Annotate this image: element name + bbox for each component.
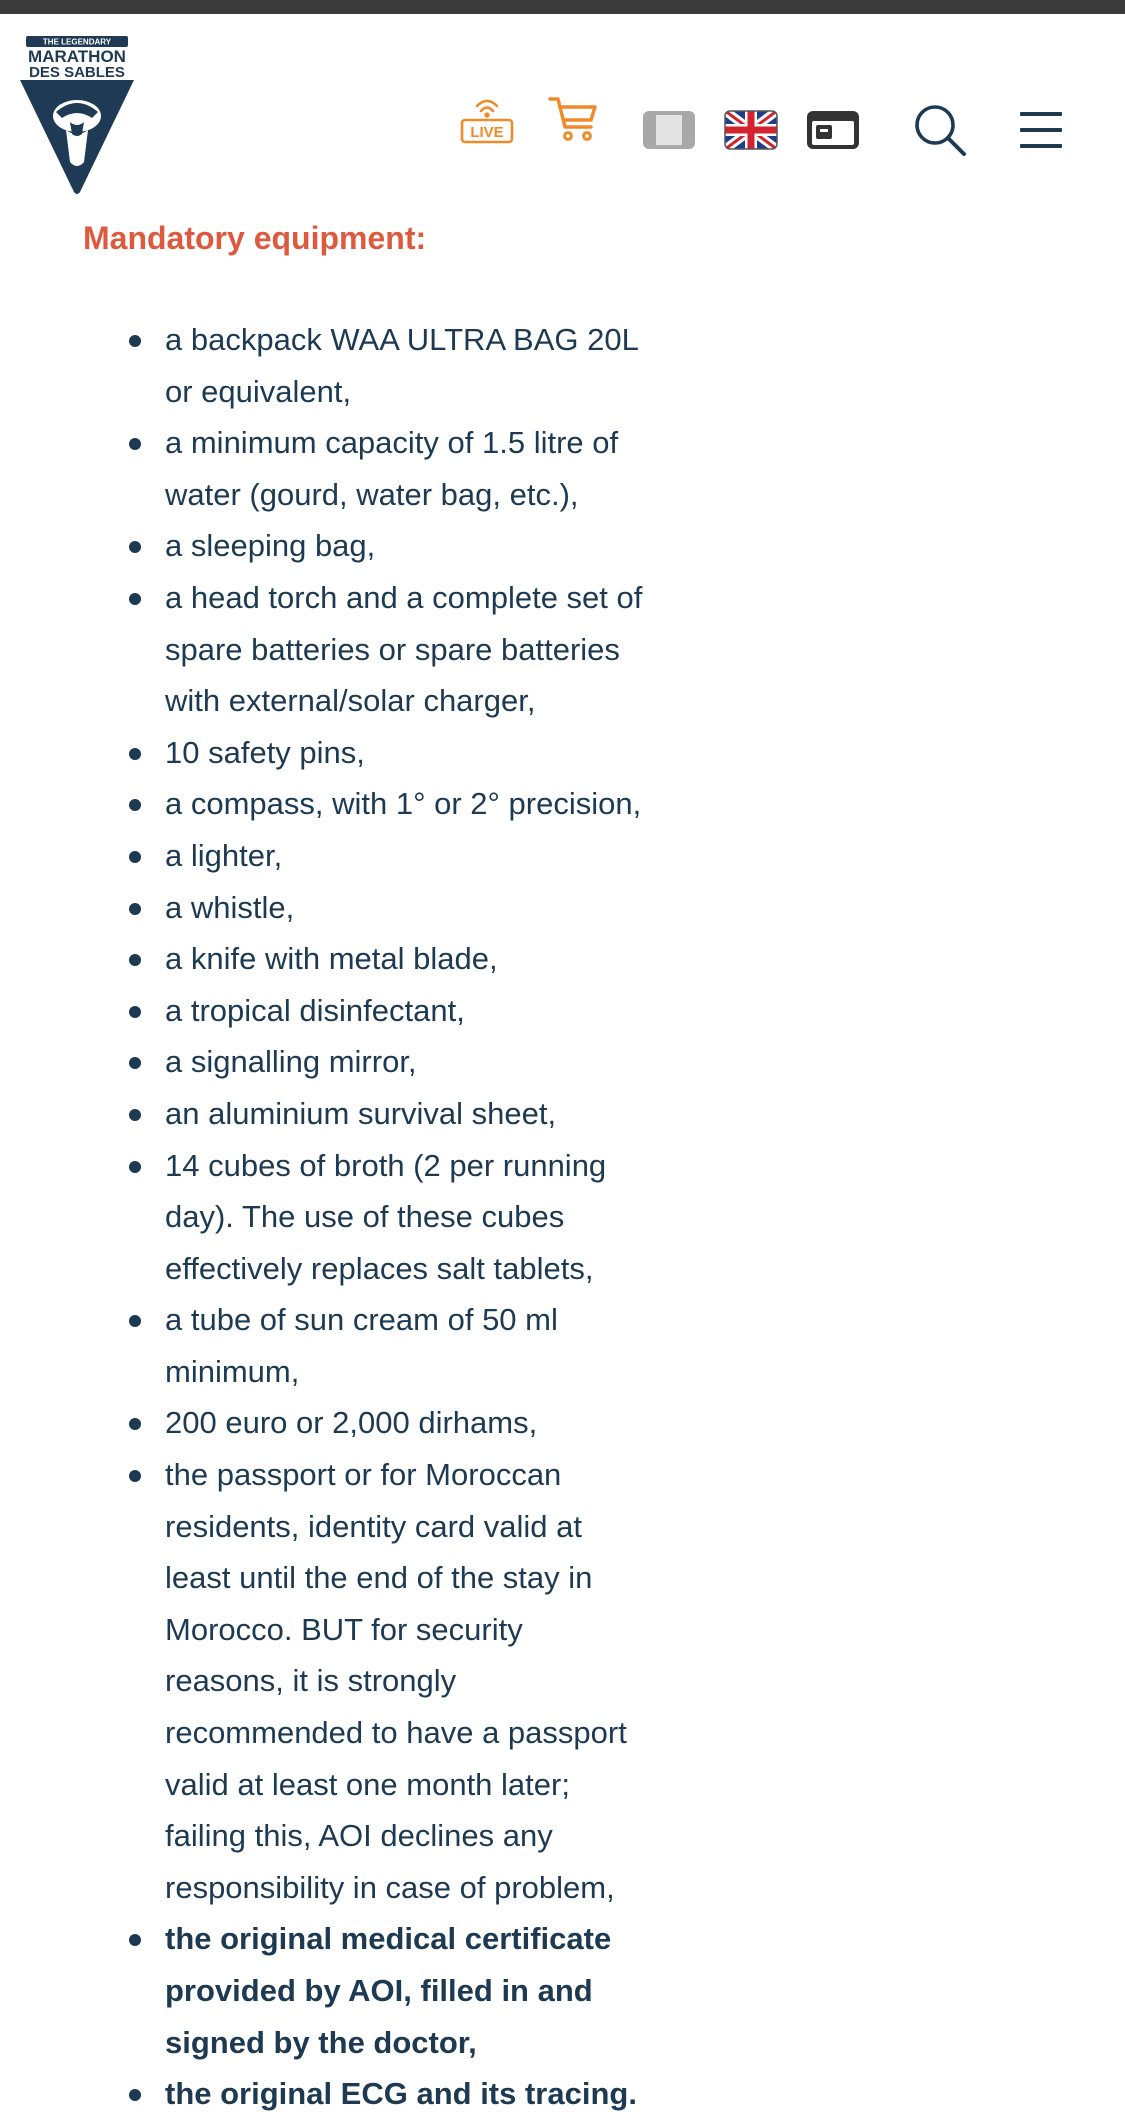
logo-line2: DES SABLES <box>29 64 125 81</box>
search-button[interactable] <box>912 102 968 158</box>
equipment-item-line: the original ECG and its tracing. <box>165 2076 637 2112</box>
equipment-item-line: the passport or for Moroccan <box>165 1457 562 1493</box>
equipment-item-line: a lighter, <box>165 837 283 873</box>
site-header <box>0 14 1125 194</box>
equipment-item-line: recommended to have a passport <box>165 1715 627 1751</box>
equipment-item <box>165 572 705 727</box>
equipment-item <box>165 830 705 882</box>
equipment-list <box>165 314 705 2120</box>
equipment-item-line: a minimum capacity of 1.5 litre of <box>165 425 619 461</box>
language-selector[interactable] <box>724 110 778 150</box>
uk-flag-icon <box>724 110 778 150</box>
equipment-item <box>165 314 705 417</box>
equipment-item-line: valid at least one month later; <box>165 1766 570 1802</box>
equipment-item-line: a knife with metal blade, <box>165 941 498 977</box>
equipment-item-line: Morocco. BUT for security <box>165 1611 523 1647</box>
equipment-item-line: failing this, AOI declines any <box>165 1818 553 1854</box>
equipment-item-line: 10 safety pins, <box>165 734 365 770</box>
equipment-item <box>165 727 705 779</box>
theme-toggle[interactable] <box>642 110 696 150</box>
equipment-item <box>165 1913 705 2068</box>
equipment-item <box>165 1397 705 1449</box>
equipment-item-line: signed by the doctor, <box>165 2024 477 2060</box>
wallet-icon <box>806 110 860 150</box>
equipment-item-line: a tube of sun cream of 50 ml <box>165 1302 558 1338</box>
equipment-item-line: with external/solar charger, <box>165 683 536 719</box>
equipment-item-line: day). The use of these cubes <box>165 1199 565 1235</box>
mds-logo-icon <box>18 34 136 194</box>
equipment-item-line: a compass, with 1° or 2° precision, <box>165 786 642 822</box>
equipment-item-line: reasons, it is strongly <box>165 1663 457 1699</box>
live-label: LIVE <box>470 124 504 141</box>
equipment-item-line: effectively replaces salt tablets, <box>165 1250 594 1286</box>
equipment-item-line: 14 cubes of broth (2 per running <box>165 1147 607 1183</box>
equipment-item-line: minimum, <box>165 1353 300 1389</box>
equipment-item-line: a tropical disinfectant, <box>165 992 465 1028</box>
equipment-item <box>165 2068 705 2120</box>
equipment-item-line: the original medical certificate <box>165 1921 612 1957</box>
equipment-item <box>165 985 705 1037</box>
equipment-item <box>165 1294 705 1397</box>
equipment-item <box>165 1449 705 1913</box>
equipment-item-line: a head torch and a complete set of <box>165 579 643 615</box>
equipment-item-line: a sleeping bag, <box>165 528 376 564</box>
equipment-item <box>165 1036 705 1088</box>
equipment-item-line: a whistle, <box>165 889 295 925</box>
logo-tagline: THE LEGENDARY <box>42 37 112 47</box>
cart-button[interactable] <box>547 94 599 142</box>
wallet-button[interactable] <box>806 110 860 150</box>
logo-line1: MARATHON <box>28 47 126 66</box>
equipment-item <box>165 1088 705 1140</box>
equipment-item-line: a backpack WAA ULTRA BAG 20L <box>165 322 639 357</box>
theme-toggle-icon <box>642 110 696 150</box>
cart-icon <box>547 94 599 142</box>
equipment-item-line: an aluminium survival sheet, <box>165 1095 557 1131</box>
live-button[interactable] <box>459 92 515 144</box>
status-bar <box>0 0 1125 14</box>
equipment-item <box>165 778 705 830</box>
menu-button[interactable] <box>1018 110 1066 150</box>
equipment-item-line: provided by AOI, filled in and <box>165 1973 593 2008</box>
section-title: Mandatory equipment: <box>83 220 427 256</box>
equipment-item-line: residents, identity card valid at <box>165 1508 582 1544</box>
menu-icon <box>1018 110 1066 150</box>
equipment-item-line: least until the end of the stay in <box>165 1560 593 1596</box>
live-icon <box>459 92 515 144</box>
equipment-item <box>165 1140 705 1295</box>
equipment-item <box>165 882 705 934</box>
search-icon <box>912 102 968 158</box>
equipment-item <box>165 933 705 985</box>
mds-logo[interactable] <box>18 34 136 194</box>
equipment-item-line: 200 euro or 2,000 dirhams, <box>165 1405 538 1441</box>
equipment-item-line: water (gourd, water bag, etc.), <box>165 476 579 512</box>
equipment-item-line: spare batteries or spare batteries <box>165 631 620 667</box>
equipment-item-line: or equivalent, <box>165 373 352 409</box>
equipment-item-line: responsibility in case of problem, <box>165 1869 615 1905</box>
equipment-item <box>165 417 705 520</box>
equipment-item <box>165 520 705 572</box>
equipment-item-line: a signalling mirror, <box>165 1044 417 1080</box>
